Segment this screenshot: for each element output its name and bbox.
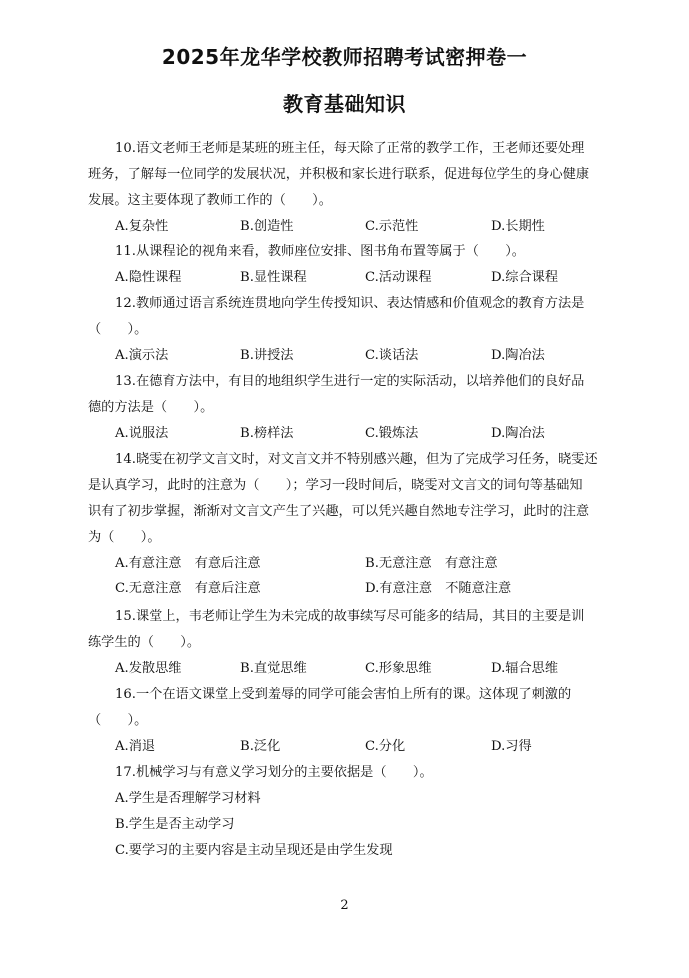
question-11-option-c: C.活动课程: [365, 270, 432, 285]
question-14-option-c: C.无意注意 有意后注意: [115, 581, 261, 596]
question-12-line-2: （ ）。: [88, 322, 148, 337]
question-14-option-b: B.无意注意 有意注意: [365, 556, 498, 571]
question-16-line-1: 16.一个在语文课堂上受到羞辱的同学可能会害怕上所有的课。这体现了刺激的: [115, 687, 572, 702]
question-14-line-2: 是认真学习，此时的注意为（ ）；学习一段时间后，晓雯对文言文的词句等基础知: [88, 478, 583, 493]
question-13-option-c: C.锻炼法: [365, 426, 419, 441]
question-10-line-2: 班务，了解每一位同学的发展状况，并积极和家长进行联系，促进每位学生的身心健康: [88, 167, 590, 182]
question-12-option-b: B.讲授法: [240, 348, 294, 363]
question-15-option-b: B.直觉思维: [240, 661, 307, 676]
question-10-option-a: A.复杂性: [115, 219, 169, 234]
question-16-option-d: D.习得: [491, 739, 532, 754]
question-17-option-a: A.学生是否理解学习材料: [115, 791, 261, 806]
question-12-line-1: 12.教师通过语言系统连贯地向学生传授知识、表达情感和价值观念的教育方法是: [115, 296, 585, 311]
question-16-option-b: B.泛化: [240, 739, 281, 754]
exam-subtitle: 教育基础知识: [283, 92, 406, 116]
question-15-option-c: C.形象思维: [365, 661, 432, 676]
question-11-option-b: B.显性课程: [240, 270, 307, 285]
question-17-line-1: 17.机械学习与有意义学习划分的主要依据是（ ）。: [115, 765, 433, 780]
question-14-line-1: 14.晓雯在初学文言文时，对文言文并不特别感兴趣，但为了完成学习任务，晓雯还: [115, 452, 598, 467]
question-13-option-d: D.陶冶法: [491, 426, 545, 441]
question-14-option-a: A.有意注意 有意后注意: [115, 556, 261, 571]
question-12-option-d: D.陶冶法: [491, 348, 545, 363]
question-14-option-d: D.有意注意 不随意注意: [365, 581, 512, 596]
question-11-line-1: 11.从课程论的视角来看，教师座位安排、图书角布置等属于（ ）。: [115, 244, 525, 259]
question-13-line-1: 13.在德育方法中，有目的地组织学生进行一定的实际活动，以培养他们的良好品: [115, 374, 585, 389]
question-14-line-3: 识有了初步掌握，渐渐对文言文产生了兴趣，可以凭兴趣自然地专注学习，此时的注意: [88, 504, 590, 519]
question-16-line-2: （ ）。: [88, 713, 148, 728]
question-16-option-c: C.分化: [365, 739, 406, 754]
question-17-option-b: B.学生是否主动学习: [115, 817, 235, 832]
question-15-line-2: 练学生的（ ）。: [88, 635, 201, 650]
question-13-option-b: B.榜样法: [240, 426, 294, 441]
question-12-option-c: C.谈话法: [365, 348, 419, 363]
question-15-line-1: 15.课堂上，韦老师让学生为未完成的故事续写尽可能多的结局，其目的主要是训: [115, 609, 585, 624]
question-10-option-d: D.长期性: [491, 219, 545, 234]
question-10-option-b: B.创造性: [240, 219, 294, 234]
page-number: 2: [340, 898, 349, 913]
question-14-line-4: 为（ ）。: [88, 530, 161, 545]
question-11-option-d: D.综合课程: [491, 270, 559, 285]
question-11-option-a: A.隐性课程: [115, 270, 182, 285]
question-17-option-c: C.要学习的主要内容是主动呈现还是由学生发现: [115, 843, 393, 858]
question-15-option-d: D.辐合思维: [491, 661, 559, 676]
question-12-option-a: A.演示法: [115, 348, 169, 363]
question-15-option-a: A.发散思维: [115, 661, 182, 676]
question-16-option-a: A.消退: [115, 739, 156, 754]
question-10-option-c: C.示范性: [365, 219, 419, 234]
question-10-line-1: 10.语文老师王老师是某班的班主任，每天除了正常的教学工作，王老师还要处理: [115, 141, 585, 156]
exam-title: 2025年龙华学校教师招聘考试密押卷一: [161, 45, 528, 69]
question-13-option-a: A.说服法: [115, 426, 169, 441]
question-13-line-2: 德的方法是（ ）。: [88, 400, 214, 415]
question-10-line-3: 发展。这主要体现了教师工作的（ ）。: [88, 193, 332, 208]
